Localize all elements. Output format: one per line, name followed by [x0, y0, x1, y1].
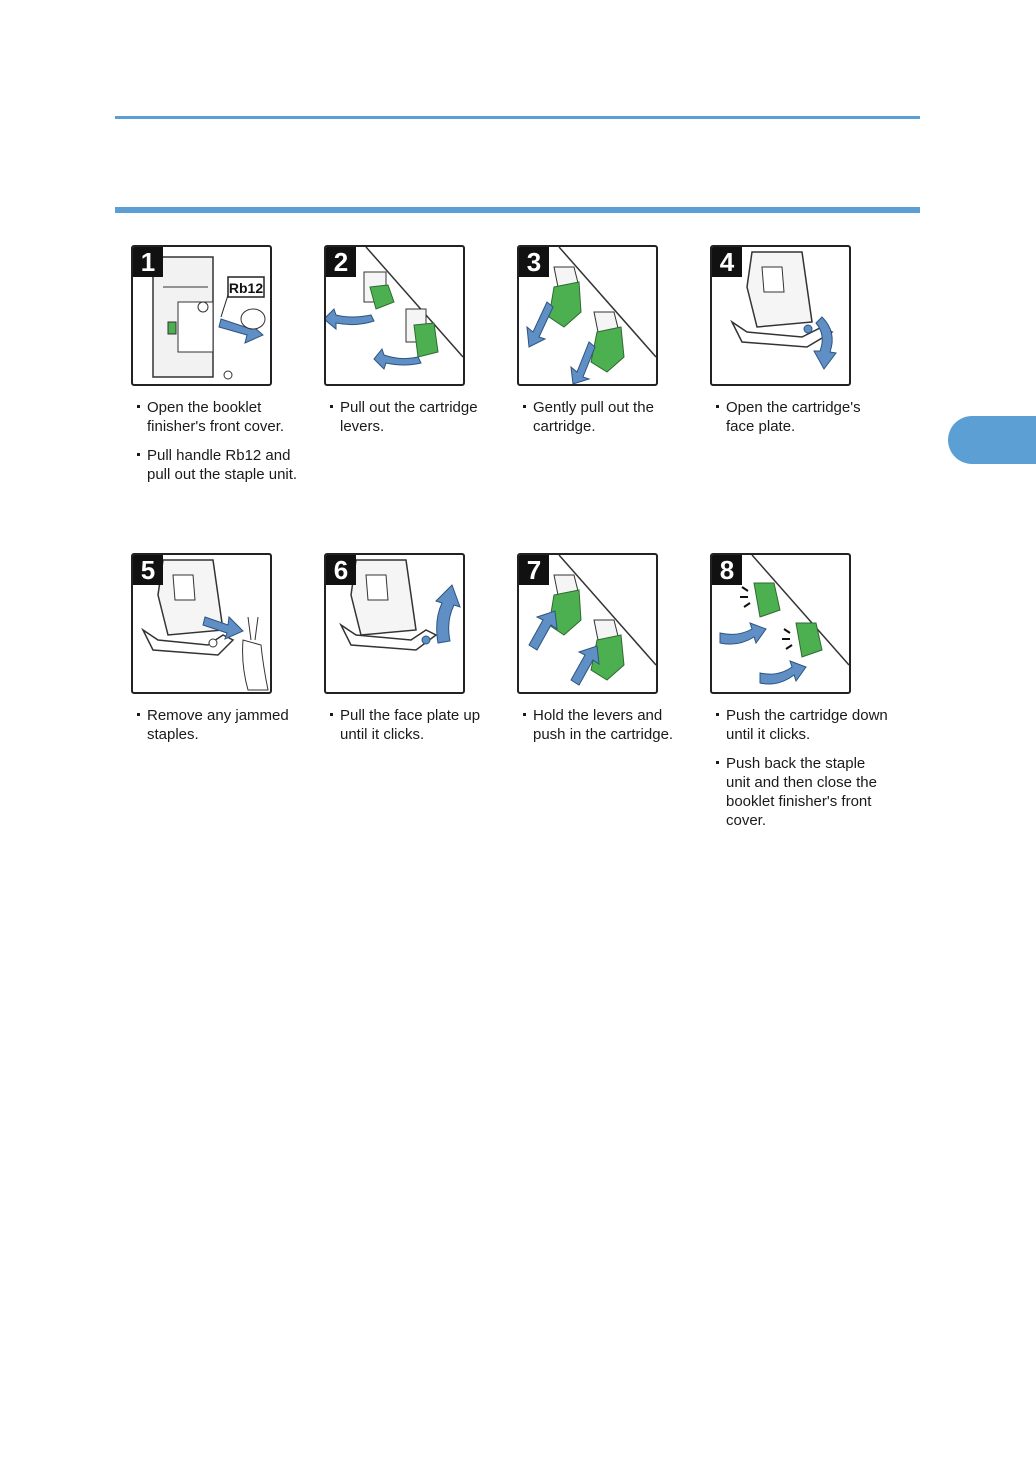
step-5-instructions	[137, 706, 312, 754]
instruction-line: Push back the staple unit and then close the booklet finisher's front cover.	[716, 754, 891, 830]
step-5-illustration	[131, 553, 272, 694]
step-3-illustration	[517, 245, 658, 386]
step-number: 3	[519, 247, 549, 277]
instruction-line: Pull handle Rb12 and pull out the staple unit.	[137, 446, 312, 484]
instruction-line: Open the booklet finisher's front cover.	[137, 398, 312, 436]
instruction-line: Open the cartridge's face plate.	[716, 398, 891, 436]
chapter-tab	[948, 416, 1036, 464]
step-2-illustration	[324, 245, 465, 386]
step-6-instructions	[330, 706, 505, 754]
instruction-line: Push the cartridge down until it clicks.	[716, 706, 891, 744]
step-2-instructions	[330, 398, 505, 446]
step-number: 7	[519, 555, 549, 585]
instruction-line: Pull the face plate up until it clicks.	[330, 706, 505, 744]
step-number: 4	[712, 247, 742, 277]
step-3-instructions	[523, 398, 698, 446]
step-4-instructions	[716, 398, 891, 446]
step-1-instructions	[137, 398, 312, 494]
step-number: 6	[326, 555, 356, 585]
step-8-instructions	[716, 706, 891, 840]
step-1-illustration	[131, 245, 272, 386]
header-rule-bottom	[115, 207, 920, 213]
instruction-line: Gently pull out the cartridge.	[523, 398, 698, 436]
step-4-illustration	[710, 245, 851, 386]
step-8-illustration	[710, 553, 851, 694]
header-rule-top	[115, 116, 920, 119]
instruction-line: Pull out the cartridge levers.	[330, 398, 505, 436]
step-7-illustration	[517, 553, 658, 694]
step-number: 5	[133, 555, 163, 585]
instruction-line: Hold the levers and push in the cartridge.	[523, 706, 698, 744]
step-number: 8	[712, 555, 742, 585]
instruction-line: Remove any jammed staples.	[137, 706, 312, 744]
step-number: 2	[326, 247, 356, 277]
step-6-illustration	[324, 553, 465, 694]
step-7-instructions	[523, 706, 698, 754]
step-number: 1	[133, 247, 163, 277]
callout-rb12: Rb12	[228, 280, 264, 296]
